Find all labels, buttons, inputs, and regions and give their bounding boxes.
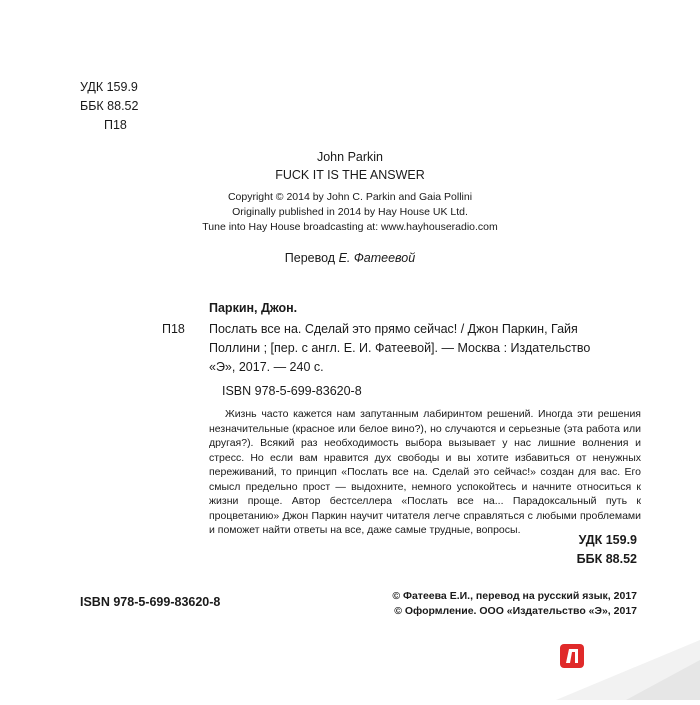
original-author: John Parkin <box>316 150 383 164</box>
design-copyright: © Оформление. ООО «Издательство «Э», 2017 <box>394 605 637 617</box>
record-description-line: Послать все на. Сделай это прямо сейчас! / Джон Паркин, Гайя <box>209 322 578 336</box>
record-description-line: «Э», 2017. — 240 с. <box>209 360 324 374</box>
record-code: П18 <box>162 322 185 336</box>
udk-top: УДК 159.9 <box>80 80 138 94</box>
translation-label: Перевод <box>284 251 336 265</box>
record-description-line: Поллини ; [пер. с англ. Е. И. Фатеевой]. — Москва : Издательство <box>209 341 591 355</box>
udk-bottom: УДК 159.9 <box>578 533 637 547</box>
litres-corner-icon <box>556 640 700 700</box>
isbn-bottom: ISBN 978-5-699-83620-8 <box>80 595 221 609</box>
bbk-top: ББК 88.52 <box>80 99 139 113</box>
original-copyright-line: Copyright © 2014 by John C. Parkin and Gaia Pollini <box>227 191 473 203</box>
annotation <box>209 407 641 538</box>
translation-credit <box>0 251 700 266</box>
annotation-text: Жизнь часто кажется нам запутанным лабиринтом решений. Иногда эти решения незначительные (красное или белое вино?), но случаются и серьезные (эта работа или другая?). Всякий раз необходимость выбора вызывает у нас лишние волнения и стресс. Но если вам нравится дух свободы и вы хотите избавиться от ненужных переживаний, то принцип «Послать все на. Сделай это сейчас!» создан для вас. Его смысл предельно прост — выдохните, немного успокойтесь и начните относиться к жизни проще. Автор бестселлера «Послать все на... Парадоксальный путь к процветанию» Джон Паркин научит читателя легче справляться с любыми проблемами и поможет найти ответы на все, даже самые трудные, вопросы. <box>209 408 641 536</box>
original-title: FUCK IT IS THE ANSWER <box>275 168 425 182</box>
translator-name: Е. Фатеевой <box>338 251 416 265</box>
record-isbn: ISBN 978-5-699-83620-8 <box>222 384 362 398</box>
translation-copyright: © Фатеева Е.И., перевод на русский язык, 2017 <box>392 590 637 602</box>
original-publisher-line: Originally published in 2014 by Hay House UK Ltd. <box>232 206 468 218</box>
corner-logo <box>556 640 700 700</box>
bbk-bottom: ББК 88.52 <box>576 552 637 566</box>
classification-code-top: П18 <box>104 118 127 132</box>
record-heading: Паркин, Джон. <box>209 301 298 315</box>
original-broadcast-line: Tune into Hay House broadcasting at: www.hayhouseradio.com <box>202 221 498 233</box>
